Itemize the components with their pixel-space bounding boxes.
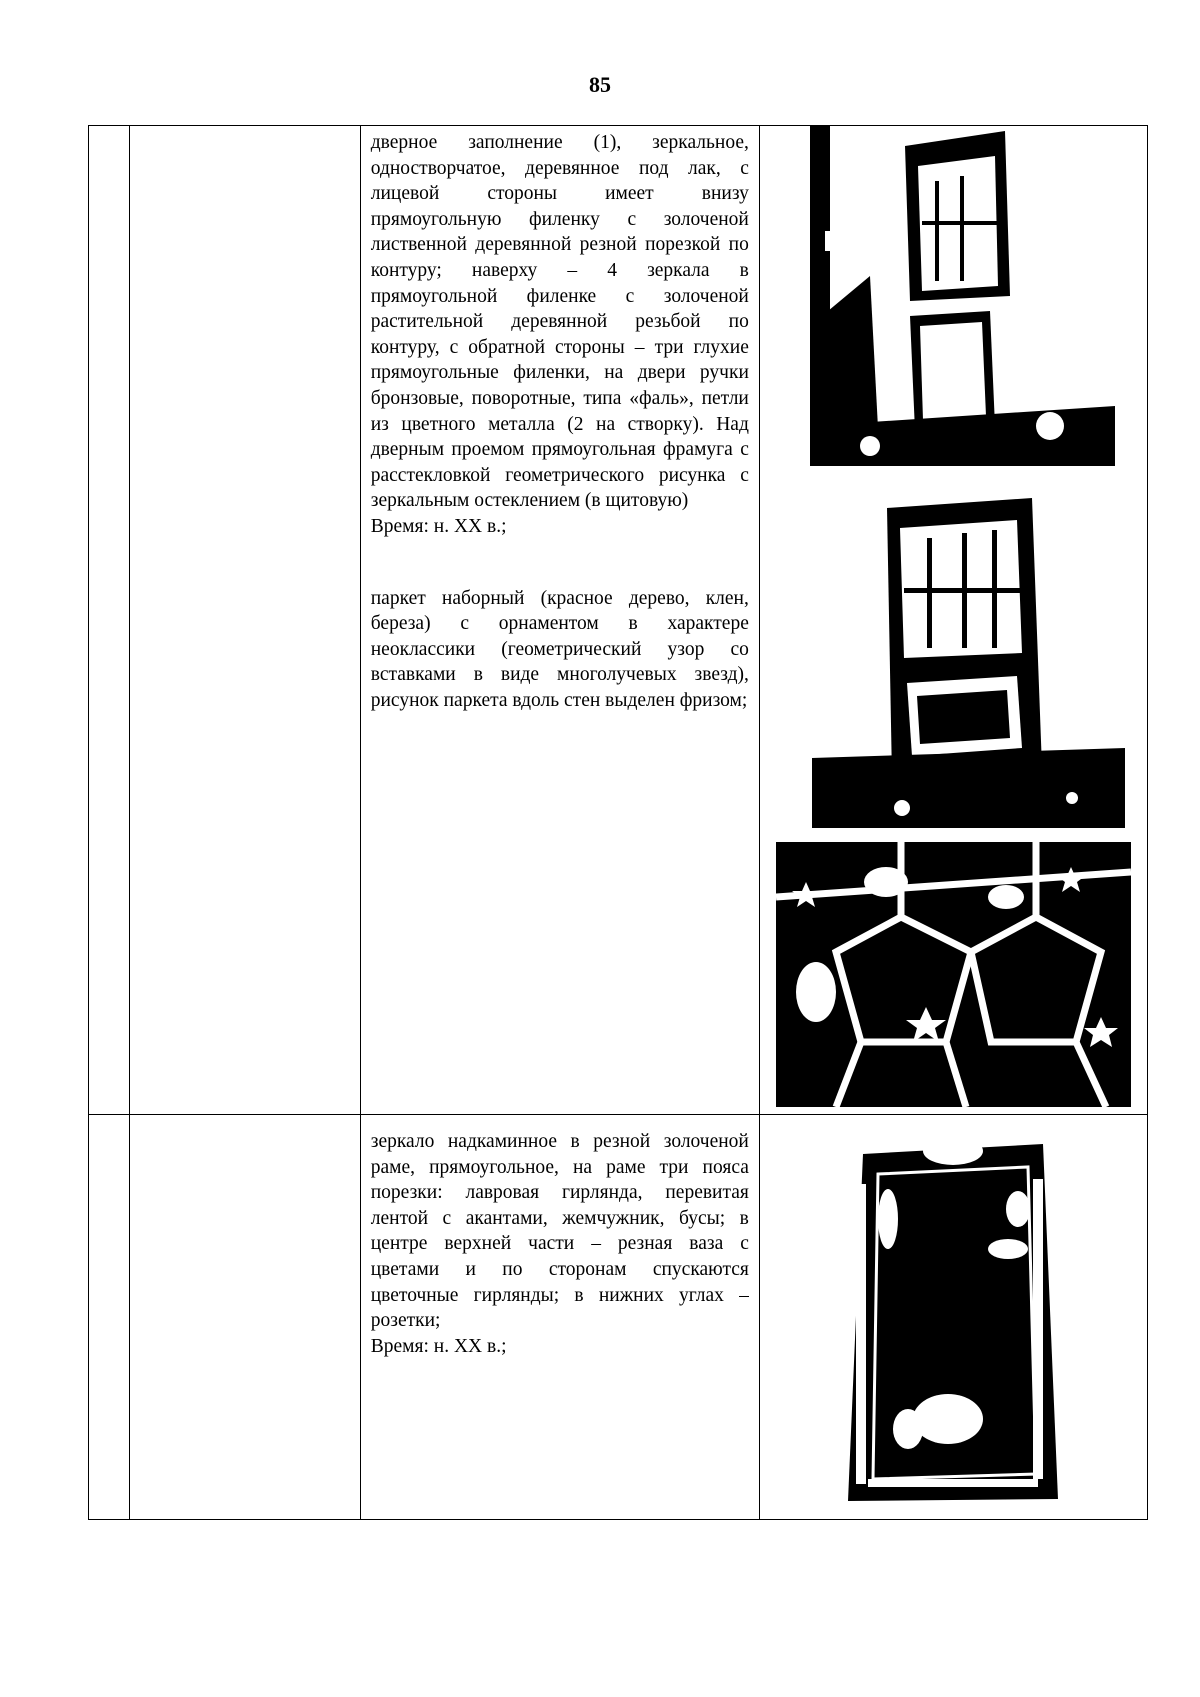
door-photo-back: [812, 478, 1125, 828]
name-cell: [130, 1115, 361, 1520]
mirror-time: Время: н. XX в.;: [370, 1335, 507, 1357]
photo-cell: [759, 1115, 1147, 1520]
name-cell: [130, 126, 361, 1115]
description-cell: [360, 126, 759, 1115]
mirror-description: зеркало надкаминное в резной золоченой раме, прямоугольное, на раме три пояса порезки: лавровая гирлянда, перевитая лентой с акантами, жемчужник, бусы; в центре верхней части – резная ваза с цветами и по сторонам спускаются цветочные гирлянды; в нижних углах – розетки;: [370, 1131, 749, 1332]
number-cell: [89, 1115, 130, 1520]
door-time: Время: н. XX в.;: [370, 515, 507, 537]
number-cell: [89, 126, 130, 1115]
photo-cell: [759, 126, 1147, 1115]
table-row: [89, 1115, 1148, 1520]
parquet-photo: [776, 842, 1131, 1107]
door-description: дверное заполнение (1), зеркальное, одностворчатое, деревянное под лак, с лицевой стороны имеет внизу прямоугольную филенку с золоченой лиственной деревянной резной порезкой по контуру; наверху – 4 зеркала в прямоугольной филенке с золоченой растительной деревянной резьбой по контуру, с обратной стороны – три глухие прямоугольные филенки, на двери ручки бронзовые, поворотные, типа «фаль», петли из цветного металла (2 на створку). Над дверным проемом прямоугольная фрамуга с расстекловкой геометрического рисунка с зеркальным остеклением (в щитовую): [370, 132, 749, 512]
table-row: [89, 126, 1148, 1115]
description-cell: [360, 1115, 759, 1520]
page-number: 85: [589, 72, 611, 97]
door-photo-front: [810, 126, 1115, 466]
mirror-photo: [828, 1129, 1078, 1505]
monument-items-table: [88, 125, 1148, 1520]
parquet-description: паркет наборный (красное дерево, клен, береза) с орнаментом в характере неоклассики (геометрический узор со вставками в виде многолучевых звезд), рисунок паркета вдоль стен выделен фризом;: [370, 587, 749, 711]
